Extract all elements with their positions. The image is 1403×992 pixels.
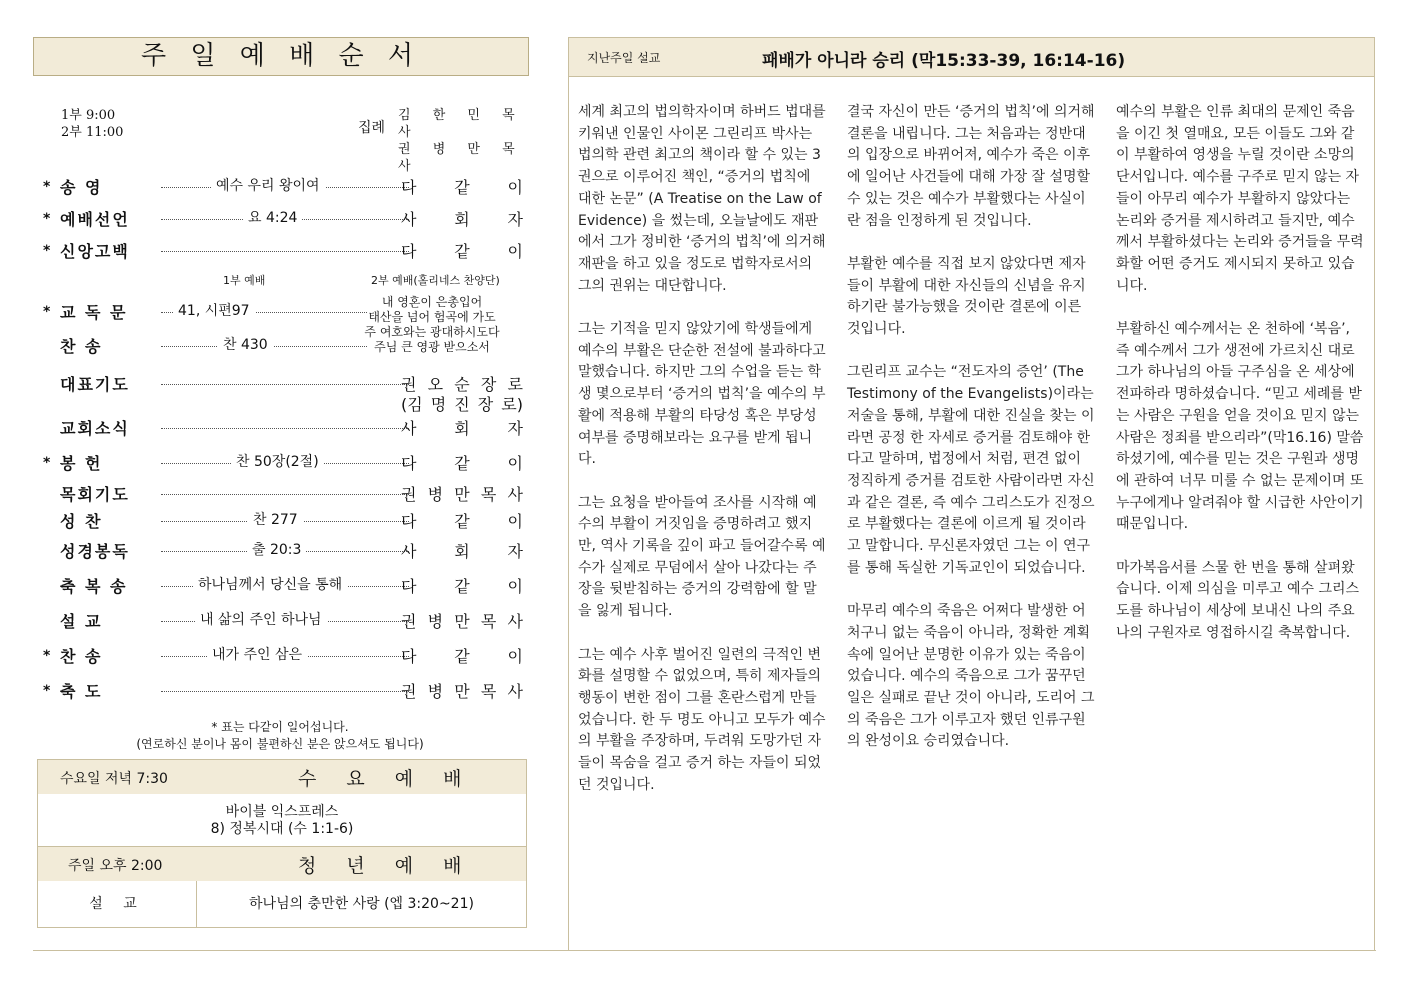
order-item: 찬 송 [60,337,103,356]
stand-marker: * [43,683,51,699]
order-row [33,574,527,598]
youth-sermon-title: 하나님의 충만한 사랑 (엡 3:20~21) [249,896,474,912]
wednesday-name: 수 요 예 배 [298,768,474,790]
sermon-column-2 [847,102,1097,775]
order-leader: 권 병 만 목 사 [401,682,523,701]
order-item: 신앙고백 [60,242,130,261]
stand-marker: * [43,179,51,195]
song-line: 주님 큰 영광 받으소서 [374,340,490,354]
order-detail: 요 4:24 [243,207,302,227]
order-row [33,175,527,199]
note-standing: * 표는 다같이 일어섭니다. [211,720,349,734]
sermon-column-1 [578,102,828,818]
presider-label: 집례 [358,120,386,136]
notes [33,719,527,753]
wednesday-line-1: 바이블 익스프레스 [225,804,339,820]
order-row [33,539,527,563]
dot-leader [161,428,409,429]
sermon-paragraph: 마무리 예수의 죽음은 어쩌다 발생한 어처구니 없는 죽음이 아니라, 정확한 계획 속에 일어난 분명한 이유가 있는 죽음이었습니다. 예수의 죽음으로 그가 꿈꾸던 일은 실패로 끝난 것이 아니라, 도리어 그의 죽음은 그가 이루고자 했던 인류구원의 완성이요 승리였습니다. [847,603,1095,750]
order-leader-alt: (김 명 진 장 로) [401,395,523,414]
order-item: 예배선언 [60,210,130,229]
order-leader: 사 회 자 [401,210,523,229]
stand-marker: * [43,304,51,320]
wednesday-time: 수요일 저녁 7:30 [60,771,168,787]
order-item: 교 독 문 [60,303,128,322]
order-detail: 하나님께서 당신을 통해 [193,574,347,594]
bottom-divider [33,950,1376,951]
order-detail: 내가 주인 삼은 [207,644,307,664]
sermon-paragraph: 부활한 예수를 직접 보지 않았다면 제자들이 부활에 대한 자신들의 신념을 유지하기란 불가능했을 것이란 결론에 이른 것입니다. [847,255,1086,338]
order-leader: 사 회 자 [401,419,523,438]
order-item: 축 복 송 [60,577,128,596]
presider-name-2: 권 병 만 목 사 [398,142,524,174]
sermon-paragraph: 결국 자신이 만든 ‘증거의 법칙’에 의거해 결론을 내립니다. 그는 처음과는 정반대의 입장으로 바뀌어져, 예수가 죽은 이후에 일어난 사건들에 대해 가장 잘 설명할 수 있는 것은 예수가 부활했다는 사실이란 점을 인정하게 된 것입니다. [847,104,1095,229]
order-item: 설 교 [60,612,103,631]
note-seated: (연로하신 분이나 몸이 불편하신 분은 앉으셔도 됩니다) [136,737,424,751]
sermon-paragraph: 그는 예수 사후 벌어진 일련의 극적인 변화를 설명할 수 없었으며, 특히 제자들의 행동이 변한 점이 그를 혼란스럽게 만들었습니다. 한 두 명도 아니고 모두가 예수의 부활을 주장하며, 두려워 도망가던 자들이 목숨을 걸고 증거 하는 자들이 되었던 것입니다. [578,646,826,793]
sermon-paragraph: 부활하신 예수께서는 온 천하에 ‘복음’, 즉 예수께서 그가 생전에 가르치신 대로 그가 하나님의 아들 구주심을 온 세상에 전파하라 명하셨습니다. “믿고 세례를 받는 사람은 구원을 얻을 것이요 믿지 않는 사람은 정죄를 받으리라”(막16.16) 말씀하셨기에, 예수를 믿는 것은 구원과 생명에 관하여 너무 미룰 수 없는 문제이며 또 누구에게나 알려줘야 할 시급한 사안이기 때문입니다. [1116,321,1364,533]
order-item: 송 영 [60,178,103,197]
song-line: 태산을 넘어 험곡에 가도 [368,310,496,324]
sermon-paragraph: 마가복음서를 스물 한 번을 통해 살펴왔습니다. 이제 의심을 미루고 예수 그리스도를 하나님이 세상에 보내신 나의 주요 나의 구원자로 영접하시길 축복합니다. [1116,559,1360,641]
song-line: 주 여호와는 광대하시도다 [364,325,500,339]
order-row [33,372,527,414]
youth-time: 주일 오후 2:00 [68,858,163,874]
sermon-paragraph: 그린리프 교수는 “전도자의 증언’ (The Testimony of the Evangelists)이라는 저술을 통해, 부활에 대한 진실을 찾는 이라면 공정 한 자세로 증거를 검토해야 한다고 말하며, 법정에서 처럼, 편견 없이 정직하게 증거를 검토한 사람이라면 자신과 같은 결론, 즉 예수 그리스도가 진정으로 부활했다는 결론에 이르게 될 것이라고 말합니다. 무신론자였던 그는 이 연구를 통해 독실한 기독교인이 되었습니다. [847,364,1095,576]
order-leader: 사 회 자 [401,542,523,561]
sermon-tag: 지난주일 설교 [587,51,661,65]
song-line: 내 영혼이 은총입어 [381,295,483,309]
second-service-label: 2부 예배(홀리네스 찬양단) [371,274,500,287]
order-item: 교회소식 [60,419,130,438]
sermon-paragraph: 세계 최고의 법의학자이며 하버드 법대를 키워낸 인물인 사이몬 그린리프 박사는 법의학 관련 최고의 책이라 할 수 있는 3권으로 이루어진 책인, “증거의 법칙에 대한 논문” (A Treatise on the Law of Evidence) 을 썼는데, 오늘날에도 재판에서 그가 정비한 ‘증거의 법칙’에 의거해 재판을 하고 있을 정도로 법학자로서의 그의 권위는 대단합니다. [578,104,826,294]
stand-marker: * [43,455,51,471]
order-detail: 찬 277 [248,509,303,529]
order-leader: 권 오 순 장 로 [401,375,523,394]
order-leader: 다 같 이 [401,577,523,596]
order-row [33,239,527,263]
order-leader: 다 같 이 [401,178,523,197]
stand-marker: * [43,648,51,664]
order-item: 성 찬 [60,512,103,531]
order-row [33,451,527,475]
order-leader: 다 같 이 [401,647,523,666]
wednesday-line-2: 8) 정복시대 (수 1:1-6) [210,821,354,837]
wednesday-body [38,794,526,846]
order-item: 봉 헌 [60,454,103,473]
worship-order-panel [33,37,529,949]
dot-leader [161,384,409,385]
service-time-1: 1부 9:00 [61,108,116,123]
order-detail: 41, 시편97 [173,300,255,320]
youth-sermon-label: 설 교 [38,881,197,927]
dot-leader [161,251,409,252]
order-leader: 다 같 이 [401,512,523,531]
stand-marker: * [43,211,51,227]
sermon-paragraph: 그는 요청을 받아들여 조사를 시작해 예수의 부활이 거짓임을 증명하려고 했지만, 역사 기록을 깊이 파고 들어갈수록 예수가 실제로 무덤에서 살아 나갔다는 주장을 뒷받침하는 증거의 강력함에 할 말을 잃게 됩니다. [578,494,826,620]
second-service-songs [351,295,513,355]
order-leader: 권 병 만 목 사 [401,485,523,504]
sermon-panel [568,37,1375,950]
order-row [33,207,527,231]
order-detail: 출 20:3 [247,539,306,559]
youth-body [38,881,526,927]
first-service-label: 1부 예배 [223,274,266,287]
order-leader: 권 병 만 목 사 [401,612,523,631]
order-item: 목회기도 [60,485,130,504]
sermon-paragraph: 그는 기적을 믿지 않았기에 학생들에게 예수의 부활은 단순한 전설에 불과하다고 말했습니다. 하지만 그의 수업을 듣는 학생 몇으로부터 ‘증거의 법칙’을 예수의 부활에 적용해 부활의 타당성 혹은 부당성 여부를 증명해보라는 요구를 받게 됩니다. [578,321,826,468]
order-detail: 찬 50장(2절) [231,451,324,471]
order-detail: 예수 우리 왕이여 [211,175,325,195]
worship-order-title: 주 일 예 배 순 서 [33,37,529,76]
sermon-title: 패배가 아니라 승리 (막15:33-39, 16:14-16) [762,51,1126,71]
order-item: 찬 송 [60,647,103,666]
wednesday-service [37,759,527,928]
presider-names [398,107,529,175]
dot-leader [161,691,409,692]
order-detail: 찬 430 [218,334,273,354]
order-row [33,644,527,668]
order-detail: 내 삶의 주인 하나님 [195,609,327,629]
youth-header [38,846,526,881]
order-item: 성경봉독 [60,542,130,561]
order-row [33,482,527,506]
order-row [33,416,527,440]
sermon-header [569,38,1374,77]
order-item: 축 도 [60,682,103,701]
sermon-column-3 [1116,102,1366,666]
order-row [33,509,527,533]
wednesday-header [38,760,526,794]
order-row [33,679,527,703]
stand-marker: * [43,243,51,259]
order-leader: 다 같 이 [401,454,523,473]
order-item: 대표기도 [60,375,130,394]
presider-name-1: 김 한 민 목 사 [398,108,524,140]
order-row [33,609,527,633]
order-leader: 다 같 이 [401,242,523,261]
youth-name: 청 년 예 배 [298,855,474,877]
service-times [61,107,123,141]
sermon-paragraph: 예수의 부활은 인류 최대의 문제인 죽음을 이긴 첫 열매요, 모든 이들도 그와 같이 부활하여 영생을 누릴 것이란 소망의 단서입니다. 예수를 구주로 믿지 않는 자들이 아무리 예수가 부활하지 않았다는 논리와 증거를 제시하려고 들지만, 예수께서 부활하셨다는 논리와 증거들을 무력화할 어떤 증거도 제시되지 못하고 있습니다. [1116,104,1364,294]
dot-leader [161,494,409,495]
service-time-2: 2부 11:00 [61,125,124,140]
